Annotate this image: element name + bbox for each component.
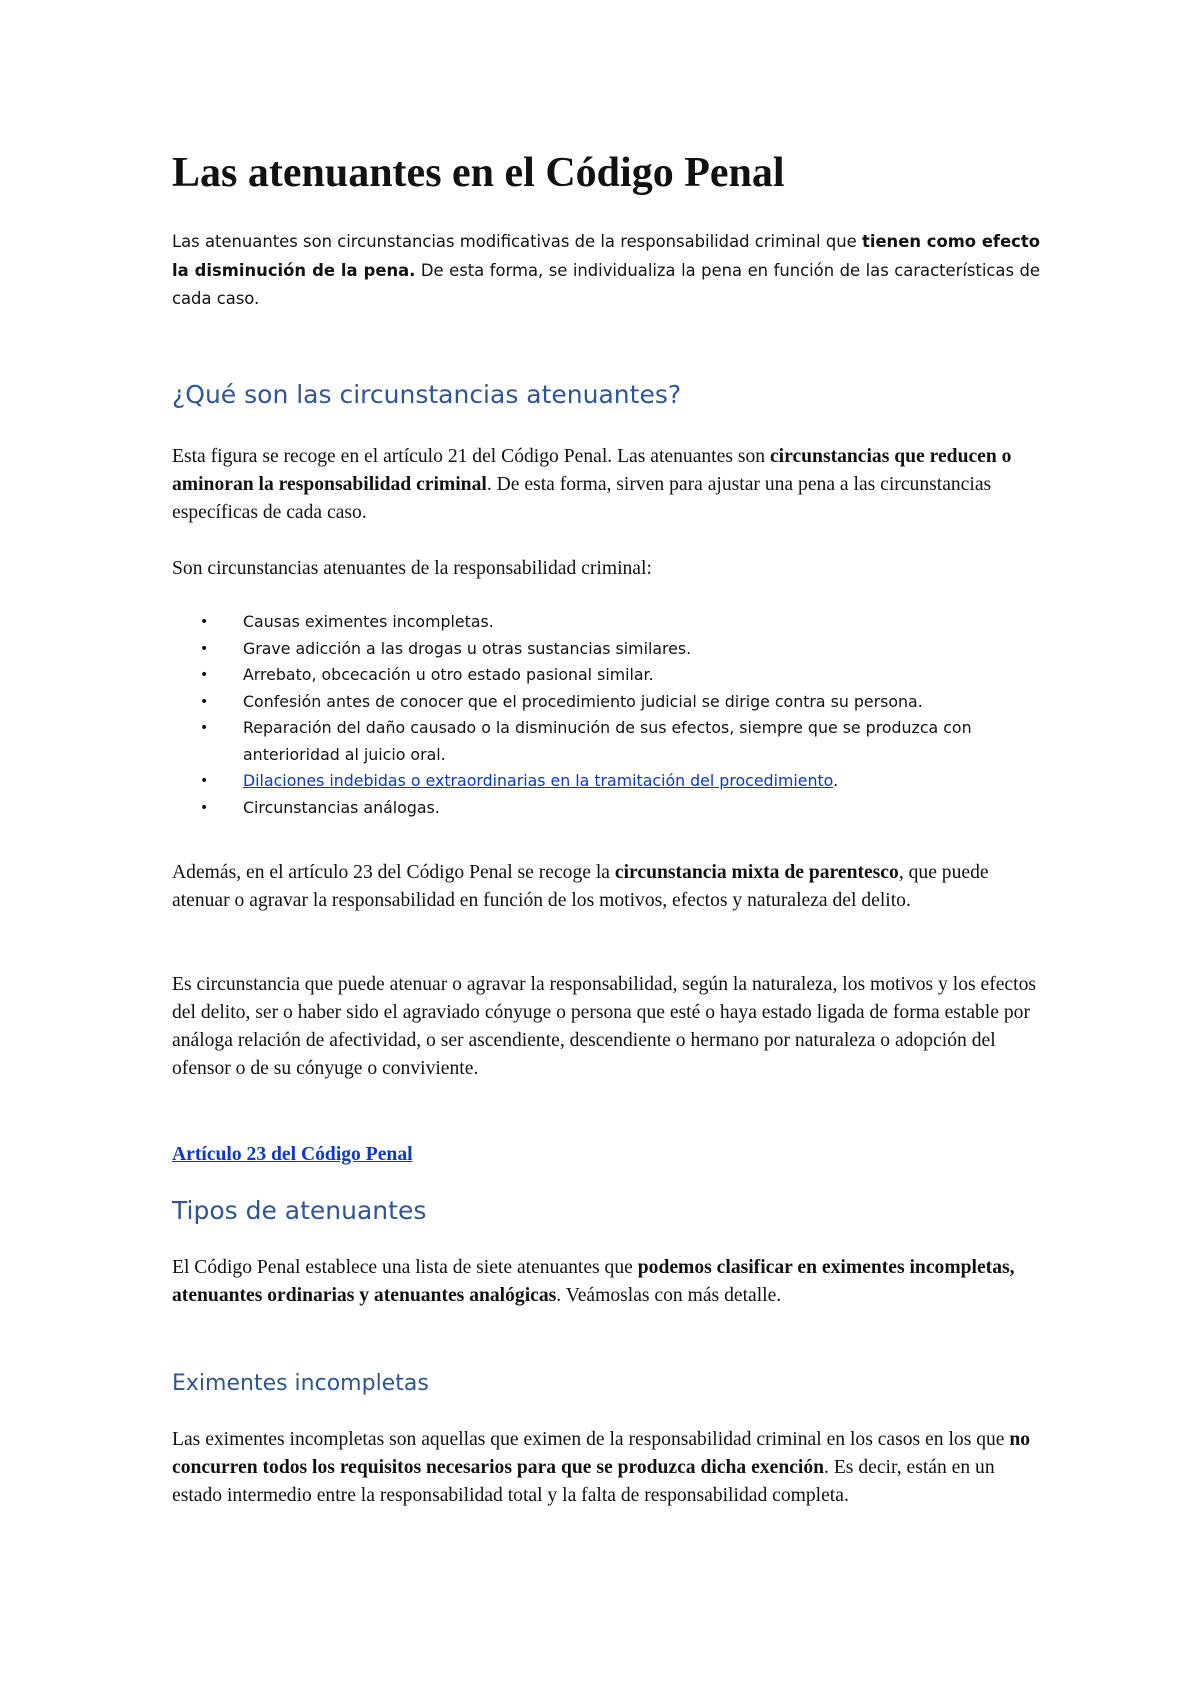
bullet-icon: • xyxy=(200,667,209,683)
list-item xyxy=(200,609,1040,636)
document-title: Las atenuantes en el Código Penal xyxy=(172,150,785,196)
list-item xyxy=(200,795,1040,822)
list-item-text: Confesión antes de conocer que el procedimiento judicial se dirige contra su persona. xyxy=(243,691,923,711)
list-item-text: Grave adicción a las drogas u otras sustancias similares. xyxy=(243,638,692,658)
paragraph-text: El Código Penal establece una lista de siete atenuantes que xyxy=(172,1257,638,1278)
bullet-icon: • xyxy=(200,799,209,816)
bullet-icon: • xyxy=(200,614,209,630)
paragraph-text-end: . De esta forma, sirven para ajustar una pena a las circunstancias específicas de cada caso. xyxy=(172,474,992,523)
list-item-text: Reparación del daño causado o la disminución de sus efectos, siempre que se produzca con anterioridad al juicio oral. xyxy=(243,718,972,764)
list-item xyxy=(200,689,1040,716)
bullet-icon: • xyxy=(200,693,209,710)
paragraph-bold: podemos clasificar en eximentes incompletas, atenuantes ordinarias y atenuantes analógicas xyxy=(172,1257,1015,1306)
list-item xyxy=(200,715,1040,768)
atenuantes-list xyxy=(200,609,1040,821)
paragraph-bold: no concurren todos los requisitos necesarios para que se produzca dicha exención xyxy=(172,1429,1031,1478)
tipos-paragraph xyxy=(172,1254,1040,1310)
list-intro-paragraph: Son circunstancias atenuantes de la responsabilidad criminal: xyxy=(172,558,652,579)
list-item-suffix: . xyxy=(833,771,839,790)
paragraph-text-end: , que puede atenuar o agravar la responsabilidad en función de los motivos, efectos y naturaleza del delito. xyxy=(172,862,989,911)
intro-paragraph xyxy=(172,228,1040,314)
bullet-icon: • xyxy=(200,720,209,736)
circunstancia-paragraph: Es circunstancia que puede atenuar o agravar la responsabilidad, según la naturaleza, los motivos y los efectos del delito, ser o haber sido el agraviado cónyuge o persona que esté o haya estado ligada de forma estable por análoga relación de afectividad, o ser ascendiente, descendiente o hermano por naturaleza o adopción del ofensor o de su cónyuge o conviviente. xyxy=(172,974,1036,1079)
list-item-text: Circunstancias análogas. xyxy=(243,797,440,817)
bullet-icon: • xyxy=(200,773,209,789)
list-item xyxy=(200,662,1040,689)
dilaciones-link[interactable]: Dilaciones indebidas o extraordinarias en la tramitación del procedimiento xyxy=(243,771,834,790)
section-heading-tipos: Tipos de atenuantes xyxy=(172,1196,427,1225)
article-23-link-paragraph xyxy=(172,1141,1040,1169)
list-item-text: Causas eximentes incompletas. xyxy=(243,612,494,631)
paragraph-text: Esta figura se recoge en el artículo 21 del Código Penal. Las atenuantes son xyxy=(172,446,770,467)
section-heading-que-son: ¿Qué son las circunstancias atenuantes? xyxy=(172,380,682,409)
list-item xyxy=(200,636,1040,663)
list-item xyxy=(200,768,1040,795)
eximentes-paragraph xyxy=(172,1426,1040,1510)
paragraph-bold: circunstancias que reducen o aminoran la responsabilidad criminal xyxy=(172,446,1012,495)
section-heading-eximentes: Eximentes incompletas xyxy=(172,1371,429,1396)
paragraph-bold: circunstancia mixta de parentesco xyxy=(614,862,899,883)
article-23-link[interactable]: Artículo 23 del Código Penal xyxy=(172,1144,413,1165)
article-21-paragraph xyxy=(172,443,1040,527)
paragraph-text-end: . Es decir, están en un estado intermedio entre la responsabilidad total y la falta de responsabilidad completa. xyxy=(172,1457,995,1506)
intro-bold: tienen como efecto la disminución de la pena. xyxy=(172,232,1040,280)
parentesco-paragraph xyxy=(172,859,1040,915)
paragraph-text: Además, en el artículo 23 del Código Penal se recoge la xyxy=(172,862,615,883)
intro-text: Las atenuantes son circunstancias modificativas de la responsabilidad criminal que xyxy=(172,232,862,251)
intro-text-end: De esta forma, se individualiza la pena en función de las características de cada caso. xyxy=(172,260,1040,308)
bullet-icon: • xyxy=(200,640,209,657)
paragraph-text: Las eximentes incompletas son aquellas que eximen de la responsabilidad criminal en los casos en los que xyxy=(172,1429,1010,1450)
paragraph-text-end: . Veámoslas con más detalle. xyxy=(556,1285,782,1306)
list-item-text: Arrebato, obcecación u otro estado pasional similar. xyxy=(243,665,654,684)
